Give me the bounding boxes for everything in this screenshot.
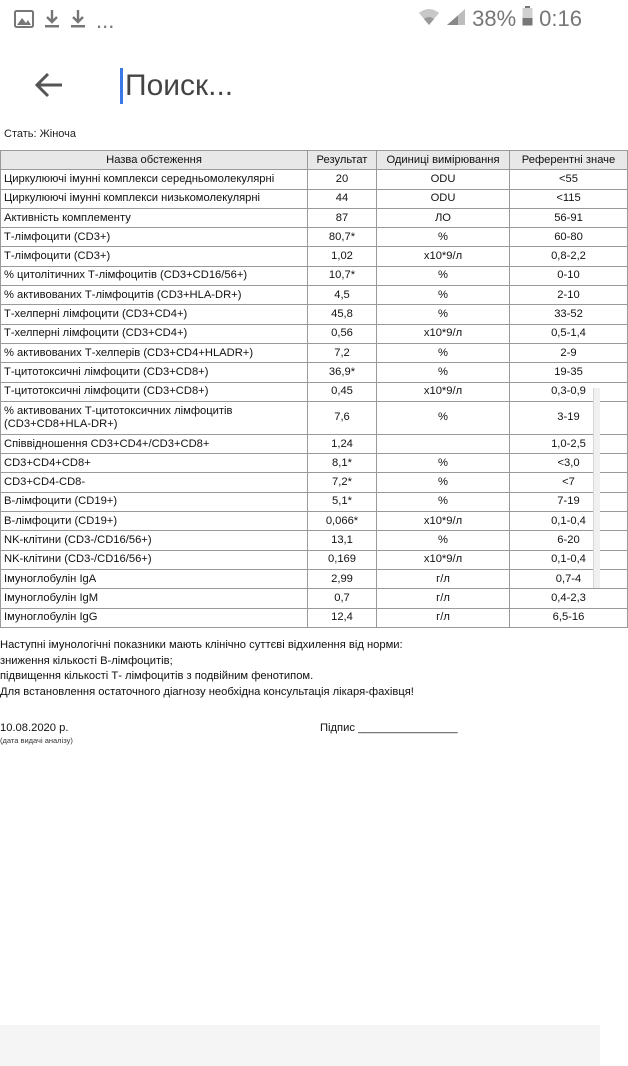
row-name-cell: NK-клітини (CD3-/CD16/56+) — [1, 531, 308, 550]
signal-icon — [446, 6, 466, 32]
column-header: Референтні значе — [510, 151, 628, 170]
row-name-cell: NK-клітини (CD3-/CD16/56+) — [1, 550, 308, 569]
row-name-cell: % активованих Т-лімфоцитів (CD3+HLA-DR+) — [1, 286, 308, 305]
row-result-cell: 20 — [308, 170, 377, 189]
table-row — [1, 401, 628, 434]
download-icon — [44, 9, 60, 34]
table-row — [1, 247, 628, 266]
column-header: Одиниці вимірювання — [377, 151, 510, 170]
note-line: зниження кількості В-лімфоцитів; — [0, 654, 173, 667]
row-ref-cell: 0,1-0,4 — [510, 550, 628, 569]
row-name-cell: % активованих Т-хелперів (CD3+CD4+HLADR+) — [1, 343, 308, 362]
row-ref-cell: <115 — [510, 189, 628, 208]
row-name-cell: Т-хелперні лімфоцити (CD3+CD4+) — [1, 305, 308, 324]
row-unit-cell: % — [377, 266, 510, 285]
row-name-cell: CD3+CD4-CD8- — [1, 473, 308, 492]
row-name-cell: Т-цитотоксичні лімфоцити (CD3+CD8+) — [1, 382, 308, 401]
row-result-cell: 12,4 — [308, 608, 377, 627]
table-row — [1, 569, 628, 588]
column-header: Назва обстеження — [1, 151, 308, 170]
row-unit-cell — [377, 434, 510, 453]
row-unit-cell: x10*9/л — [377, 324, 510, 343]
row-name-cell: В-лімфоцити (CD19+) — [1, 512, 308, 531]
note-line: Для встановлення остаточного діагнозу необхідна консультація лікаря-фахівця! — [0, 685, 414, 698]
row-name-cell: Імуноглобулін IgA — [1, 569, 308, 588]
row-unit-cell: % — [377, 473, 510, 492]
issue-date-caption: (дата видачі аналізу) — [0, 736, 73, 745]
row-ref-cell: 0-10 — [510, 266, 628, 285]
row-name-cell: Циркулюючі імунні комплекси низькомолекулярні — [1, 189, 308, 208]
row-unit-cell: ЛО — [377, 208, 510, 227]
row-name-cell: % цитолітичних Т-лімфоцитів (CD3+CD16/56+) — [1, 266, 308, 285]
row-result-cell: 2,99 — [308, 569, 377, 588]
row-result-cell: 5,1* — [308, 492, 377, 511]
table-row — [1, 363, 628, 382]
row-ref-cell: <3,0 — [510, 454, 628, 473]
row-result-cell: 7,6 — [308, 401, 377, 434]
scroll-handle[interactable] — [593, 388, 600, 588]
row-name-cell: Т-лімфоцити (CD3+) — [1, 247, 308, 266]
table-row — [1, 473, 628, 492]
document-viewer[interactable] — [0, 128, 616, 1025]
row-result-cell: 0,066* — [308, 512, 377, 531]
battery-percent: 38% — [472, 6, 517, 31]
results-table — [0, 150, 628, 628]
row-unit-cell: ODU — [377, 189, 510, 208]
table-row — [1, 170, 628, 189]
row-result-cell: 8,1* — [308, 454, 377, 473]
row-name-cell: Імуноглобулін IgG — [1, 608, 308, 627]
row-unit-cell: % — [377, 492, 510, 511]
table-row — [1, 550, 628, 569]
row-name-cell: Активність комплементу — [1, 208, 308, 227]
row-ref-cell: 6-20 — [510, 531, 628, 550]
system-icons — [418, 6, 582, 32]
download-icon — [70, 9, 86, 34]
row-result-cell: 7,2 — [308, 343, 377, 362]
row-ref-cell: 0,7-4 — [510, 569, 628, 588]
row-unit-cell: % — [377, 531, 510, 550]
search-bar — [0, 42, 600, 130]
row-ref-cell: <55 — [510, 170, 628, 189]
row-name-cell: В-лімфоцити (CD19+) — [1, 492, 308, 511]
row-name-cell: Циркулюючі імунні комплекси середньомолекулярні — [1, 170, 308, 189]
table-row — [1, 266, 628, 285]
row-ref-cell: 19-35 — [510, 363, 628, 382]
row-unit-cell: x10*9/л — [377, 512, 510, 531]
table-row — [1, 324, 628, 343]
row-result-cell: 87 — [308, 208, 377, 227]
row-ref-cell: 3-19 — [510, 401, 628, 434]
table-row — [1, 531, 628, 550]
row-ref-cell: 2-10 — [510, 286, 628, 305]
row-name-cell: Співвідношення CD3+CD4+/CD3+CD8+ — [1, 434, 308, 453]
row-ref-cell: 2-9 — [510, 343, 628, 362]
table-row — [1, 343, 628, 362]
row-result-cell: 80,7* — [308, 228, 377, 247]
notes-block — [0, 638, 414, 700]
row-ref-cell: 1,0-2,5 — [510, 434, 628, 453]
row-name-cell: Імуноглобулін IgM — [1, 589, 308, 608]
row-ref-cell: 0,4-2,3 — [510, 589, 628, 608]
table-header-row — [1, 151, 628, 170]
row-ref-cell: 0,1-0,4 — [510, 512, 628, 531]
row-unit-cell: x10*9/л — [377, 382, 510, 401]
row-result-cell: 0,56 — [308, 324, 377, 343]
table-row — [1, 208, 628, 227]
row-name-cell: % активованих Т-цитотоксичних лімфоцитів (CD3+CD8+HLA-DR+) — [1, 401, 308, 434]
row-result-cell: 45,8 — [308, 305, 377, 324]
row-ref-cell: 6,5-16 — [510, 608, 628, 627]
row-result-cell: 1,02 — [308, 247, 377, 266]
table-row — [1, 454, 628, 473]
table-row — [1, 492, 628, 511]
row-unit-cell: г/л — [377, 589, 510, 608]
row-ref-cell: 0,5-1,4 — [510, 324, 628, 343]
row-unit-cell: ODU — [377, 170, 510, 189]
row-unit-cell: % — [377, 286, 510, 305]
row-unit-cell: г/л — [377, 608, 510, 627]
row-result-cell: 0,45 — [308, 382, 377, 401]
row-ref-cell: 60-80 — [510, 228, 628, 247]
row-unit-cell: x10*9/л — [377, 550, 510, 569]
row-result-cell: 0,7 — [308, 589, 377, 608]
wifi-icon — [418, 6, 440, 32]
row-unit-cell: % — [377, 401, 510, 434]
table-row — [1, 382, 628, 401]
table-row — [1, 189, 628, 208]
row-unit-cell: x10*9/л — [377, 247, 510, 266]
more-notifications: ... — [96, 8, 115, 33]
table-row — [1, 589, 628, 608]
row-result-cell: 13,1 — [308, 531, 377, 550]
search-placeholder: Поиск... — [125, 69, 234, 102]
table-row — [1, 512, 628, 531]
back-arrow-icon[interactable] — [34, 70, 64, 105]
row-unit-cell: % — [377, 363, 510, 382]
table-row — [1, 608, 628, 627]
row-ref-cell: 7-19 — [510, 492, 628, 511]
row-result-cell: 1,24 — [308, 434, 377, 453]
row-name-cell: Т-цитотоксичні лімфоцити (CD3+CD8+) — [1, 363, 308, 382]
row-result-cell: 36,9* — [308, 363, 377, 382]
row-unit-cell: % — [377, 343, 510, 362]
row-ref-cell: 33-52 — [510, 305, 628, 324]
row-name-cell: CD3+CD4+CD8+ — [1, 454, 308, 473]
table-row — [1, 228, 628, 247]
table-row — [1, 286, 628, 305]
row-ref-cell: 0,8-2,2 — [510, 247, 628, 266]
row-name-cell: Т-хелперні лімфоцити (CD3+CD4+) — [1, 324, 308, 343]
row-result-cell: 0,169 — [308, 550, 377, 569]
battery-icon — [522, 6, 533, 32]
patient-gender: Стать: Жіноча — [4, 128, 77, 140]
row-ref-cell: 56-91 — [510, 208, 628, 227]
row-unit-cell: % — [377, 454, 510, 473]
note-line: підвищення кількості Т- лімфоцитів з подвійним фенотипом. — [0, 670, 314, 682]
search-input[interactable] — [120, 66, 233, 106]
row-unit-cell: % — [377, 228, 510, 247]
notification-icons — [14, 8, 114, 34]
column-header: Результат — [308, 151, 377, 170]
signature-line: Підпис ________________ — [320, 722, 458, 734]
row-unit-cell: г/л — [377, 569, 510, 588]
status-bar — [0, 0, 600, 42]
row-ref-cell: 0,3-0,9 — [510, 382, 628, 401]
note-line: Наступні імунологічні показники мають клінічно суттєві відхилення від норми: — [0, 639, 403, 651]
row-name-cell: Т-лімфоцити (CD3+) — [1, 228, 308, 247]
row-result-cell: 10,7* — [308, 266, 377, 285]
issue-date: 10.08.2020 р. — [0, 722, 69, 734]
text-cursor — [120, 68, 123, 104]
row-ref-cell: <7 — [510, 473, 628, 492]
row-result-cell: 7,2* — [308, 473, 377, 492]
image-icon — [14, 10, 34, 33]
bottom-area — [0, 1025, 600, 1066]
table-row — [1, 305, 628, 324]
clock: 0:16 — [539, 6, 582, 31]
row-result-cell: 4,5 — [308, 286, 377, 305]
row-result-cell: 44 — [308, 189, 377, 208]
table-row — [1, 434, 628, 453]
row-unit-cell: % — [377, 305, 510, 324]
